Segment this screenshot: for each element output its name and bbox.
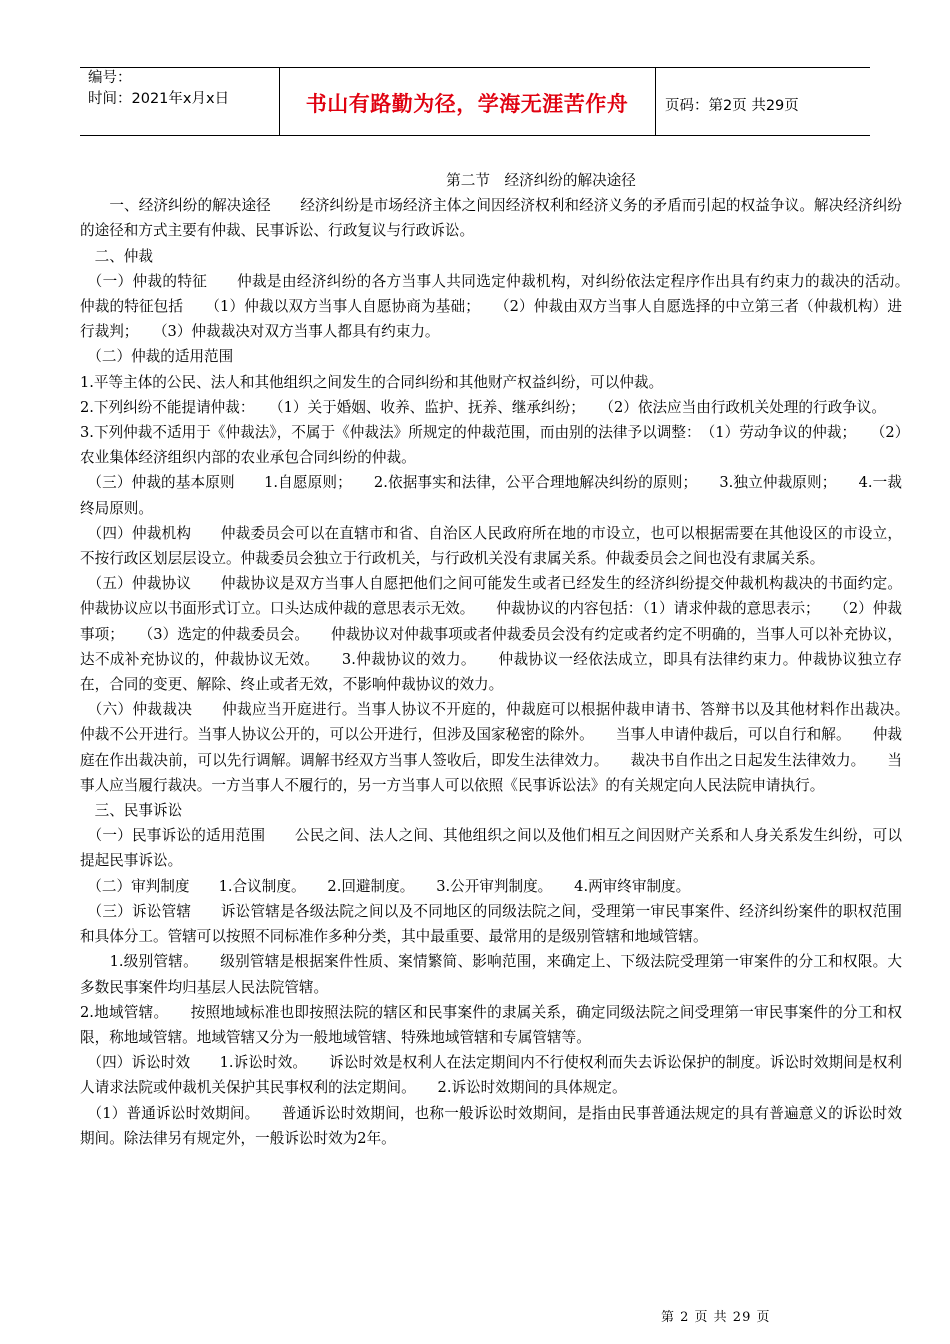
- doc-number-label: 编号：: [88, 70, 132, 86]
- paragraph: 2.地域管辖。 按照地域标准也即按照法院的辖区和民事案件的隶属关系，确定同级法院之间受理第一审民事案件的分工和权限，称地域管辖。地域管辖又分为一般地域管辖、特殊地域管辖和专属管辖等。: [80, 1003, 902, 1046]
- paragraph: 一、经济纠纷的解决途径 经济纠纷是市场经济主体之间因经济权利和经济义务的矛盾而引起的权益争议。解决经济纠纷的途径和方式主要有仲裁、民事诉讼、行政复议与行政诉讼。: [80, 197, 902, 240]
- paragraph: （三）诉讼管辖 诉讼管辖是各级法院之间以及不同地区的同级法院之间，受理第一审民事案件、经济纠纷案件的职权范围和具体分工。管辖可以按照不同标准作多种分类，其中最重要、最常用的是级别管辖和地域管辖。: [80, 902, 902, 946]
- header-page-info: 页码：第2页 共29页: [665, 98, 799, 114]
- paragraph: 1.平等主体的公民、法人和其他组织之间发生的合同纠纷和其他财产权益纠纷，可以仲裁。: [80, 373, 664, 391]
- paragraph: （二）仲裁的适用范围: [80, 348, 234, 366]
- header-bottom-rule: [80, 135, 870, 136]
- paragraph: 二、仲裁: [80, 247, 153, 265]
- header-meta: [88, 68, 276, 110]
- page-footer: 第 2 页 共 29 页: [661, 1310, 771, 1325]
- paragraph: （1）普通诉讼时效期间。 普通诉讼时效期间，也称一般诉讼时效期间，是指由民事普通法规定的具有普遍意义的诉讼时效期间。除法律另有规定外，一般诉讼时效为2年。: [80, 1104, 902, 1147]
- header-separator-right: [655, 68, 656, 135]
- paragraph: （六）仲裁裁决 仲裁应当开庭进行。当事人协议不开庭的，仲裁庭可以根据仲裁申请书、答辩书以及其他材料作出裁决。 仲裁不公开进行。当事人协议公开的，可以公开进行，但涉及国家秘密的除外。 当事人申请仲裁后，可以自行和解。 仲裁庭在作出裁决前，可以先行调解。调解书经双方当事人签收后，即发生法律效力。 裁决书自作出之日起发生法律效力。 当事人应当履行裁决。一方当事人不履行的，另一方当事人可以依照《民事诉讼法》的有关规定向人民法院申请执行。: [80, 701, 932, 794]
- section-title: 第二节 经济纠纷的解决途径: [446, 172, 636, 189]
- paragraph: （五）仲裁协议 仲裁协议是双方当事人自愿把他们之间可能发生或者已经发生的经济纠纷提交仲裁机构裁决的书面约定。仲裁协议应以书面形式订立。口头达成仲裁的意思表示无效。 仲裁协议的内容包括：（1）请求仲裁的意思表示； （2）仲裁事项； （3）选定的仲裁委员会。 仲裁协议对仲裁事项或者仲裁委员会没有约定或者约定不明确的，当事人可以补充协议，达不成补充协议的，仲裁协议无效。 3.仲裁协议的效力。 仲裁协议一经依法成立，即具有法律约束力。仲裁协议独立存在，合同的变更、解除、终止或者无效，不影响仲裁协议的效力。: [80, 575, 902, 694]
- paragraph: 3.下列仲裁不适用于《仲裁法》，不属于《仲裁法》所规定的仲裁范围，而由别的法律予以调整： （1）劳动争议的仲裁； （2）农业集体经济组织内部的农业承包合同纠纷的仲裁。: [80, 424, 902, 467]
- paragraph: （一）仲裁的特征 仲裁是由经济纠纷的各方当事人共同选定仲裁机构，对纠纷依法定程序作出具有约束力的裁决的活动。 仲裁的特征包括 （1）仲裁以双方当事人自愿协商为基础； （2）仲裁由双方当事人自愿选择的中立第三者（仲裁机构）进行裁判； （3）仲裁裁决对双方当事人都具有约束力。: [80, 272, 932, 341]
- paragraph: （二）审判制度 1.合议制度。 2.回避制度。 3.公开审判制度。 4.两审终审制度。: [80, 877, 691, 895]
- paragraph: （四）仲裁机构 仲裁委员会可以在直辖市和省、自治区人民政府所在地的市设立，也可以根据需要在其他设区的市设立，不按行政区划层层设立。仲裁委员会独立于行政机关，与行政机关没有隶属关系。仲裁委员会之间也没有隶属关系。: [80, 524, 902, 568]
- paragraph: （一）民事诉讼的适用范围 公民之间、法人之间、其他组织之间以及他们相互之间因财产关系和人身关系发生纠纷，可以提起民事诉讼。: [80, 827, 902, 870]
- document-body: [80, 168, 932, 1151]
- paragraph: 三、民事诉讼: [80, 802, 183, 820]
- header-motto: 书山有路勤为径，学海无涯苦作舟: [305, 92, 629, 116]
- paragraph: 2.下列纠纷不能提请仲裁： （1）关于婚姻、收养、监护、抚养、继承纠纷； （2）依法应当由行政机关处理的行政争议。: [80, 398, 886, 416]
- paragraph: （四）诉讼时效 1.诉讼时效。 诉讼时效是权利人在法定期间内不行使权利而失去诉讼保护的制度。诉讼时效期间是权利人请求法院或仲裁机关保护其民事权利的法定期间。 2.诉讼时效期间的具体规定。: [80, 1054, 902, 1097]
- doc-date: 时间：2021年x月x日: [88, 91, 230, 107]
- paragraph: （三）仲裁的基本原则 1.自愿原则； 2.依据事实和法律，公平合理地解决纠纷的原则； 3.独立仲裁原则； 4.一裁终局原则。: [80, 474, 902, 517]
- paragraph: 1.级别管辖。 级别管辖是根据案件性质、案情繁简、影响范围，来确定上、下级法院受理第一审案件的分工和权限。大多数民事案件均归基层人民法院管辖。: [80, 953, 902, 996]
